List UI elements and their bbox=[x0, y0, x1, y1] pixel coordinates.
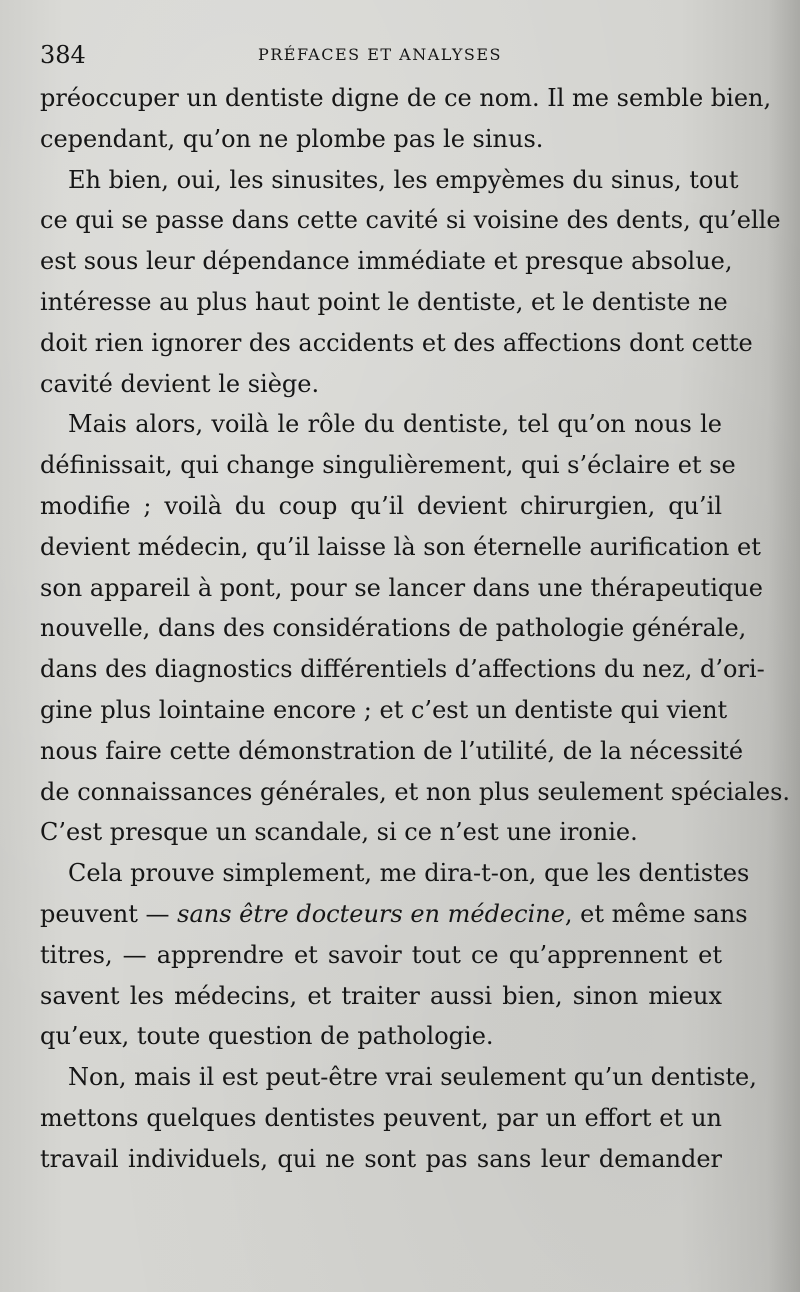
text-line: préoccuper un dentiste digne de ce nom. Il me semble bien, bbox=[40, 84, 772, 112]
text-line: titres, — apprendre et savoir tout ce qu’apprennent et bbox=[40, 940, 722, 969]
text-line: mettons quelques dentistes peuvent, par un effort et un bbox=[40, 1103, 722, 1132]
text-line: de connaissances générales, et non plus seulement spéciales. bbox=[40, 777, 791, 806]
text-line: doit rien ignorer des accidents et des affections dont cette bbox=[40, 328, 753, 357]
italic-phrase: sans être docteurs en médecine bbox=[177, 899, 565, 928]
text-line: Mais alors, voilà le rôle du dentiste, tel qu’on nous le bbox=[68, 410, 722, 439]
text-line: intéresse au plus haut point le dentiste, et le dentiste ne bbox=[40, 287, 728, 316]
text-line: savent les médecins, et traiter aussi bien, sinon mieux bbox=[40, 981, 722, 1010]
text-line bbox=[40, 894, 748, 935]
running-head: PRÉFACES ET ANALYSES bbox=[257, 45, 503, 64]
body-text bbox=[40, 78, 791, 1180]
text-line: ce qui se passe dans cette cavité si voisine des dents, qu’elle bbox=[40, 206, 781, 235]
text-line: C’est presque un scandale, si ce n’est une ironie. bbox=[40, 818, 638, 847]
text-segment: , et même sans bbox=[564, 899, 748, 928]
text-line: Eh bien, oui, les sinusites, les empyèmes du sinus, tout bbox=[68, 165, 739, 194]
text-line: cavité devient le siège. bbox=[40, 369, 320, 398]
text-line: travail individuels, qui ne sont pas sans leur demander bbox=[40, 1144, 722, 1173]
text-line: est sous leur dépendance immédiate et presque absolue, bbox=[40, 247, 733, 276]
text-line: dans des diagnostics différentiels d’affections du nez, d’ori- bbox=[40, 655, 765, 684]
text-line: qu’eux, toute question de pathologie. bbox=[40, 1022, 494, 1051]
text-line: devient médecin, qu’il laisse là son éternelle aurification et bbox=[40, 532, 761, 561]
text-line: gine plus lointaine encore ; et c’est un dentiste qui vient bbox=[40, 695, 728, 724]
text-line: modifie ; voilà du coup qu’il devient chirurgien, qu’il bbox=[40, 491, 722, 520]
text-line: cependant, qu’on ne plombe pas le sinus. bbox=[40, 124, 544, 153]
text-segment: peuvent — bbox=[40, 899, 178, 928]
text-line: nouvelle, dans des considérations de pathologie générale, bbox=[40, 614, 747, 643]
text-line: Non, mais il est peut-être vrai seulement qu’un dentiste, bbox=[68, 1063, 757, 1092]
text-line: nous faire cette démonstration de l’utilité, de la nécessité bbox=[40, 736, 744, 765]
text-line: Cela prouve simplement, me dira-t-on, que les dentistes bbox=[68, 859, 750, 888]
page-header bbox=[0, 40, 800, 70]
text-line: son appareil à pont, pour se lancer dans une thérapeutique bbox=[40, 573, 763, 602]
text-line: définissait, qui change singulièrement, qui s’éclaire et se bbox=[40, 451, 736, 480]
page-number: 384 bbox=[40, 41, 86, 69]
